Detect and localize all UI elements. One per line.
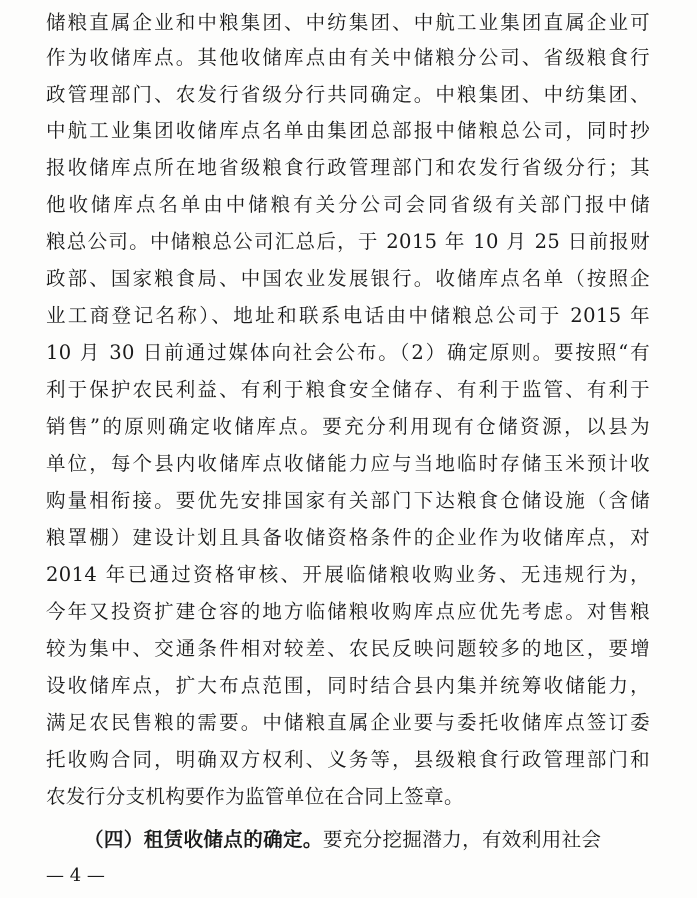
text-line-11: 利于保护农民利益、有利于粮食安全储存、有利于监管、有利于 (46, 378, 650, 401)
text-line-16: 2014 年已通过资格审核、开展临储粮收购业务、无违规行为， (46, 563, 650, 586)
text-line-2: 作为收储库点。其他收储库点由有关中储粮分公司、省级粮食行 (46, 46, 650, 69)
text-line-18: 较为集中、交通条件相对较差、农民反映问题较多的地区，要增 (46, 637, 650, 660)
text-line-22: 农发行分支机构要作为监管单位在合同上签章。 (46, 785, 464, 808)
text-line-9: 业工商登记名称）、地址和联系电话由中储粮总公司于 2015 年 (46, 304, 650, 327)
section-four-heading: （四）租赁收储点的确定。 (84, 828, 323, 851)
section-four-text: 要充分挖掘潜力，有效利用社会 (322, 828, 602, 851)
text-line-17: 今年又投资扩建仓容的地方临储粮收购库点应优先考虑。对售粮 (46, 600, 650, 623)
text-line-7: 粮总公司。中储粮总公司汇总后，于 2015 年 10 月 25 日前报财 (46, 230, 650, 253)
text-line-5: 报收储库点所在地省级粮食行政管理部门和农发行省级分行；其 (46, 156, 650, 179)
text-line-8: 政部、国家粮食局、中国农业发展银行。收储库点名单（按照企 (46, 267, 650, 290)
page-number: — 4 — (46, 865, 105, 886)
text-line-13: 单位，每个县内收储库点收储能力应与当地临时存储玉米预计收 (46, 452, 650, 475)
text-line-10: 10 月 30 日前通过媒体向社会公布。（2）确定原则。要按照“有 (46, 341, 650, 364)
text-line-15: 粮罩棚）建设计划且具备收储资格条件的企业作为收储库点，对 (46, 526, 650, 549)
text-line-19: 设收储库点，扩大布点范围，同时结合县内集并统筹收储能力， (46, 674, 650, 697)
text-line-14: 购量相衔接。要优先安排国家有关部门下达粮食仓储设施（含储 (46, 489, 650, 512)
text-line-4: 中航工业集团收储库点名单由集团总部报中储粮总公司，同时抄 (46, 119, 650, 142)
text-line-1: 储粮直属企业和中粮集团、中纺集团、中航工业集团直属企业可 (46, 11, 650, 34)
section-four-line (84, 823, 650, 857)
text-line-3: 政管理部门、农发行省级分行共同确定。中粮集团、中纺集团、 (46, 83, 650, 106)
text-line-21: 托收购合同，明确双方权利、义务等，县级粮食行政管理部门和 (46, 748, 650, 771)
text-line-6: 他收储库点名单由中储粮有关分公司会同省级有关部门报中储 (46, 193, 650, 216)
text-line-12: 销售”的原则确定收储库点。要充分利用现有仓储资源，以县为 (46, 415, 650, 438)
text-line-20: 满足农民售粮的需要。中储粮直属企业要与委托收储库点签订委 (46, 711, 650, 734)
